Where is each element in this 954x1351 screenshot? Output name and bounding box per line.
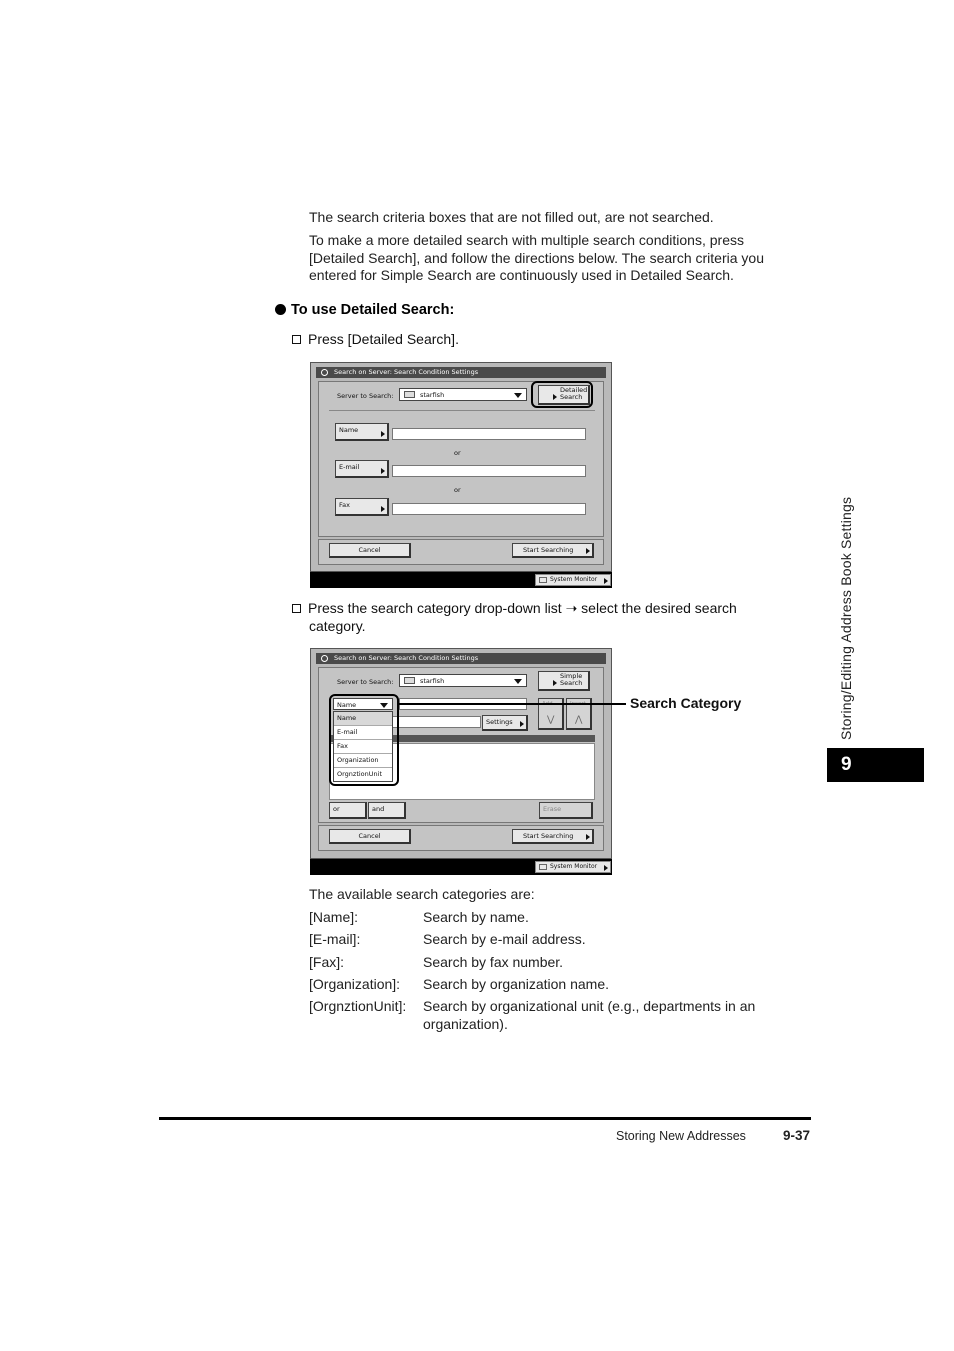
detailed-search-highlight [531,381,593,408]
callout-line [398,703,626,705]
system-monitor-label: System Monitor [550,863,598,870]
category-desc-fax: Search by fax number. [423,954,564,970]
combo-value: Name [337,701,357,709]
category-desc-email: Search by e-mail address. [423,931,586,947]
categories-intro: The available search categories are: [309,886,535,902]
info-paragraph-1: The search criteria boxes that are not filled out, are not searched. [309,209,714,225]
enter-icon [586,548,590,554]
screen2-title: Search on Server: Search Condition Settings [334,654,479,662]
chevron-up-icon: ⋀ [575,715,583,725]
screenshot-detailed-search [310,648,612,859]
page-number: 9-37 [783,1128,811,1143]
cancel-button[interactable]: Cancel [329,829,411,844]
system-monitor-button[interactable] [535,861,611,873]
erase-button[interactable]: Erase [539,802,593,819]
arrow-icon [381,506,385,512]
para2-line1: To make a more detailed search with multiple search conditions, press [309,232,744,248]
chevron-down-icon [514,393,522,398]
or-label-1: or [454,449,461,457]
category-desc-organization: Search by organization name. [423,976,609,992]
and-button[interactable]: and [368,802,406,819]
arrow-icon [604,578,608,584]
category-label-email: [E-mail]: [309,931,361,947]
chapter-title: Storing/Editing Address Book Settings [838,496,854,740]
start-label: Start Searching [523,546,574,554]
step-2-line1: Press the search category drop-down list ➝ select the desired search [308,600,737,616]
dropdown-item-name[interactable]: Name [334,712,392,726]
heading-text: To use Detailed Search: [291,302,455,318]
simple-line1: Simple [560,672,583,680]
bullet-icon [275,304,286,315]
chapter-number-tab: 9 [827,748,924,782]
dropdown-highlight [329,694,399,786]
simple-search-button[interactable] [538,671,590,691]
start-label: Start Searching [523,832,574,840]
info-paragraph-2 [309,232,799,285]
category-desc-name: Search by name. [423,909,529,925]
server-combo[interactable] [399,388,527,401]
screen1-statusbar [310,572,612,588]
start-searching-button[interactable] [512,543,594,558]
category-label-name: [Name]: [309,909,359,925]
server-combo[interactable] [399,674,527,687]
category-label-orgunit: [OrgnztionUnit]: [309,998,407,1014]
server-value: starfish [420,391,445,399]
search-category-callout: Search Category [630,695,742,711]
arrow-icon [381,431,385,437]
detailed-line2: Search [560,393,583,401]
settings-label: Settings [486,718,513,726]
email-button-label: E-mail [339,463,360,471]
arrow-icon [553,680,557,686]
button-row [318,539,604,565]
category-label-fax: [Fax]: [309,954,345,970]
screen2-titlebar [316,653,606,664]
app-icon [321,369,328,376]
system-monitor-button[interactable] [535,574,611,586]
fax-button-label: Fax [339,501,350,509]
arrow-icon [381,468,385,474]
email-field[interactable] [392,465,586,477]
chevron-down-icon [514,679,522,684]
fax-button[interactable] [335,498,389,516]
or-label-2: or [454,486,461,494]
server-value: starfish [420,677,445,685]
para2-line2: [Detailed Search], and follow the directions below. The search criteria you [309,249,764,266]
checkbox-icon [292,335,301,344]
dropdown-item-orgunit[interactable]: OrgnztionUnit [337,770,383,778]
server-label: Server to Search: [337,678,394,686]
dropdown-item-fax[interactable]: Fax [334,740,392,754]
name-field[interactable] [392,428,586,440]
monitor-icon [539,577,547,583]
step-1-text: Press [Detailed Search]. [308,331,459,347]
screen1-titlebar [316,367,606,378]
dropdown-item-email[interactable]: E-mail [334,726,392,740]
category-desc-orgunit: Search by organizational unit (e.g., departments in an [423,998,756,1014]
step-2 [292,600,792,635]
server-icon [404,391,415,398]
screenshot-simple-search [310,362,612,572]
monitor-icon [539,864,547,870]
simple-line2: Search [560,679,583,687]
settings-button[interactable] [482,715,528,731]
start-searching-button[interactable] [512,829,594,844]
chevron-down-icon: ⋁ [547,715,555,725]
screen1-title: Search on Server: Search Condition Settings [334,368,479,376]
para2-line3: entered for Simple Search are continuously used in Detailed Search. [309,267,734,283]
email-button[interactable] [335,460,389,478]
server-icon [404,677,415,684]
name-button-label: Name [339,426,359,434]
arrow-icon [604,865,608,871]
step-1 [292,331,459,349]
button-row [318,825,604,851]
footer-section: Storing New Addresses [616,1129,746,1143]
cancel-button[interactable]: Cancel [329,543,411,558]
name-button[interactable] [335,423,389,441]
arrow-icon [520,721,524,727]
section-heading [275,302,454,318]
fax-field[interactable] [392,503,586,515]
detailed-line1: Detailed [560,386,588,394]
separator [329,410,595,411]
system-monitor-label: System Monitor [550,576,598,583]
app-icon [321,655,328,662]
screen2-statusbar [310,859,612,875]
checkbox-icon [292,604,301,613]
category-desc-orgunit-line2: organization). [423,1016,508,1032]
category-label-organization: [Organization]: [309,976,401,992]
dropdown-item-organization[interactable]: Organization [334,754,392,768]
or-button[interactable]: or [329,802,367,819]
footer-rule [159,1117,811,1120]
step-2-line2: category. [309,617,366,634]
enter-icon [586,834,590,840]
server-label: Server to Search: [337,392,394,400]
